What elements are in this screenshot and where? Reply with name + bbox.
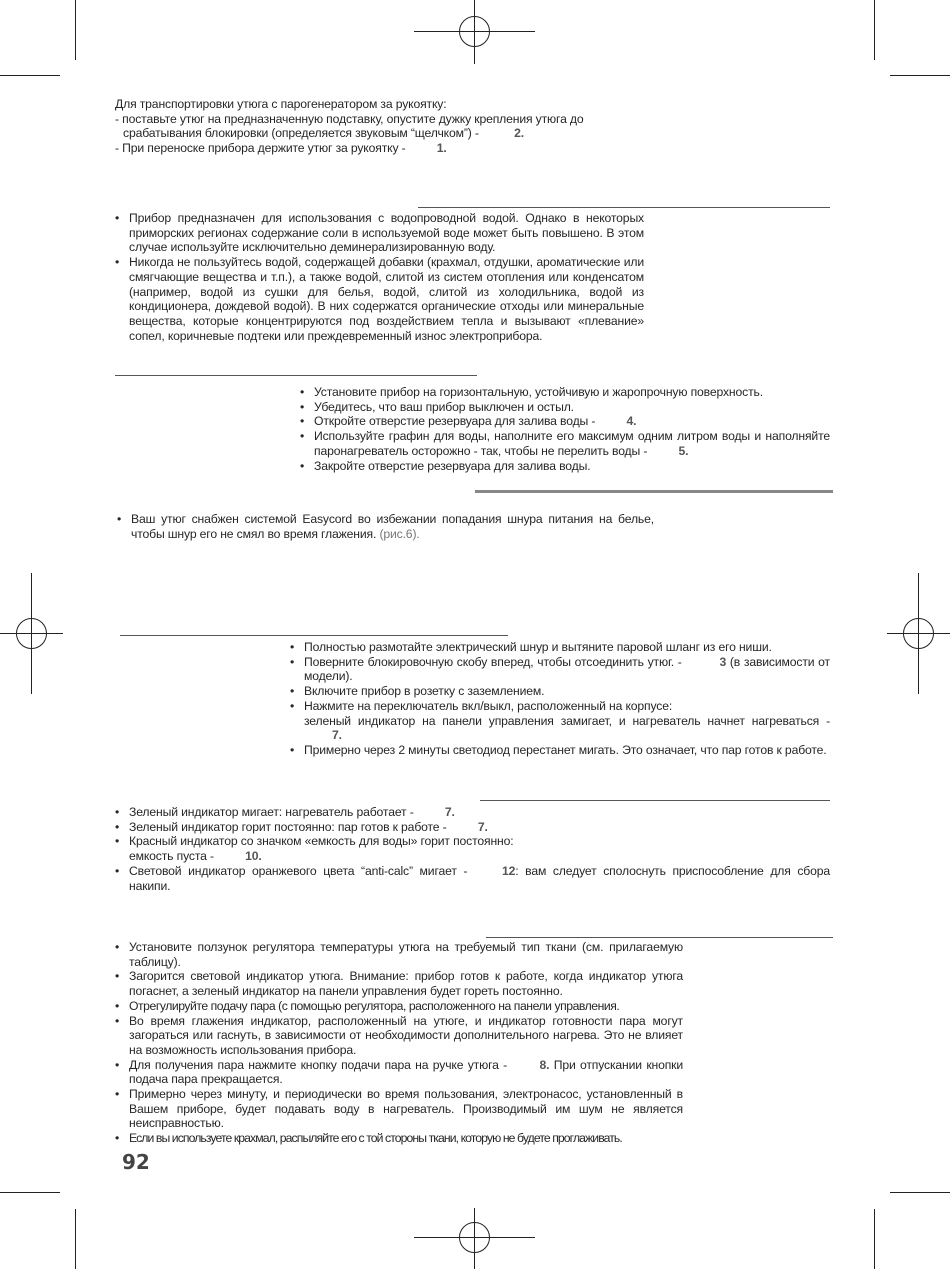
- section-divider: [418, 207, 830, 208]
- transport-line-2: срабатывания блокировки (определяется звуковым “щелчком”) - 2.: [123, 126, 524, 141]
- startup-list: [290, 640, 830, 758]
- figure-ref: 7.: [332, 728, 342, 743]
- ironing-list: [115, 940, 683, 1146]
- figure-ref: 3: [719, 654, 727, 669]
- transport-line-3: - При переноске прибора держите утюг за рукоятку - 1.: [115, 141, 447, 156]
- list-item: • Если вы используете крахмал, распыляйте его с той стороны ткани, которую не будете проглаживать.: [115, 1131, 683, 1146]
- figure-ref: 5.: [678, 443, 689, 458]
- figure-ref: 12: [502, 863, 516, 878]
- section-divider: [120, 635, 508, 636]
- figure-ref: (рис.6).: [379, 526, 420, 541]
- list-item: • Закройте отверстие резервуара для залива воды.: [300, 459, 830, 474]
- list-item: • Ваш утюг снабжен системой Easycord во избежании попадания шнура питания на белье, чтобы шнур его не смял во время глажения. (рис.6).: [117, 512, 654, 541]
- transport-line-1: - поставьте утюг на предназначенную подставку, опустите дужку крепления утюга до: [115, 111, 584, 126]
- list-item: • Полностью размотайте электрический шнур и вытяните паровой шланг из его ниши.: [290, 640, 830, 655]
- filling-list: [300, 385, 830, 473]
- list-item: • Установите ползунок регулятора температуры утюга на требуемый тип ткани (см. прилагаемую таблицу).: [115, 940, 683, 969]
- list-item: • Во время глажения индикатор, расположенный на утюге, и индикатор готовности пара могут загораться или гаснуть, в зависимости от необходимости дополнительного нагрева. Это не влияет на возможность использования прибора.: [115, 1014, 683, 1058]
- transport-title: Для транспортировки утюга с парогенератором за рукоятку:: [115, 97, 447, 111]
- list-item: • Зеленый индикатор мигает: нагреватель работает - 7.: [115, 805, 830, 820]
- figure-ref: 4.: [626, 414, 637, 429]
- indicators-list: [115, 805, 830, 893]
- figure-ref: 1.: [436, 141, 447, 156]
- list-item: • Красный индикатор со значком «емкость для воды» горит постоянно: емкость пуста - 10.: [115, 834, 830, 863]
- list-item: • Прибор предназначен для использования с водопроводной водой. Однако в некоторых приморских регионах содержание соли в используемой воде может быть повышено. В этом случае используйте исключительно деминерализированную воду.: [115, 211, 644, 255]
- list-item: • Установите прибор на горизонтальную, устойчивую и жаропрочную поверхность.: [300, 385, 830, 400]
- page-number: 92: [122, 1150, 150, 1174]
- list-item: • Зеленый индикатор горит постоянно: пар готов к работе - 7.: [115, 820, 830, 835]
- section-divider: [480, 800, 830, 801]
- list-item: • Включите прибор в розетку с заземлением.: [290, 684, 830, 699]
- figure-ref: 2.: [514, 126, 524, 141]
- figure-ref: 7.: [444, 805, 455, 819]
- list-item: • Загорится световой индикатор утюга. Внимание: прибор готов к работе, когда индикатор утюга погаснет, а зеленый индикатор на панели управления будет гореть постоянно.: [115, 969, 683, 998]
- section-divider: [475, 490, 833, 493]
- transport-section: [115, 97, 655, 156]
- list-item: • Для получения пара нажмите кнопку подачи пара на ручке утюга - 8. При отпускании кнопки подача пара прекращается.: [115, 1058, 683, 1087]
- figure-ref: 8.: [539, 1057, 550, 1072]
- list-item: • Используйте графин для воды, наполните его максимум одним литром воды и наполняйте паронагреватель осторожно - так, чтобы не перелить воды - 5.: [300, 429, 830, 458]
- water-list: [115, 211, 644, 343]
- list-item: • Примерно через 2 минуты светодиод перестанет мигать. Это означает, что пар готов к работе.: [290, 743, 830, 758]
- list-item: • Нажмите на переключатель вкл/выкл, расположенный на корпусе: зеленый индикатор на панели управления замигает, и нагреватель начнет нагреваться - 7.: [290, 699, 830, 743]
- list-item: • Примерно через минуту, и периодически во время пользования, электронасос, установленный в Вашем приборе, будет подавать воду в нагреватель. Производимый им шум не является неисправностью.: [115, 1087, 683, 1131]
- list-item: • Поверните блокировочную скобу вперед, чтобы отсоединить утюг. - 3 (в зависимости от модели).: [290, 655, 830, 684]
- list-item: • Отрегулируйте подачу пара (с помощью регулятора, расположенного на панели управления.: [115, 999, 683, 1014]
- section-divider: [486, 937, 833, 938]
- section-divider: [115, 375, 477, 376]
- easycord-list: [117, 512, 654, 541]
- list-item: • Световой индикатор оранжевого цвета “anti-calc” мигает - 12: вам следует сполоснуть приспособление для сбора накипи.: [115, 864, 830, 893]
- list-item: • Никогда не пользуйтесь водой, содержащей добавки (крахмал, отдушки, ароматические или смягчающие вещества и т.п.), а также водой, слитой из систем отопления или конденсатом (например, водой из сушки для белья, водой, слитой из холодильника, водой из кондиционера, дождевой водой). В них содержатся органические отходы или минеральные вещества, которые концентрируются под воздействием тепла и вызывают «плевание» сопел, коричневые подтеки или преждевременный износ электроприбора.: [115, 255, 644, 343]
- figure-ref: 10.: [245, 849, 262, 864]
- figure-ref: 7.: [477, 819, 488, 834]
- list-item: • Убедитесь, что ваш прибор выключен и остыл.: [300, 400, 830, 415]
- list-item: • Откройте отверстие резервуара для залива воды - 4.: [300, 414, 830, 429]
